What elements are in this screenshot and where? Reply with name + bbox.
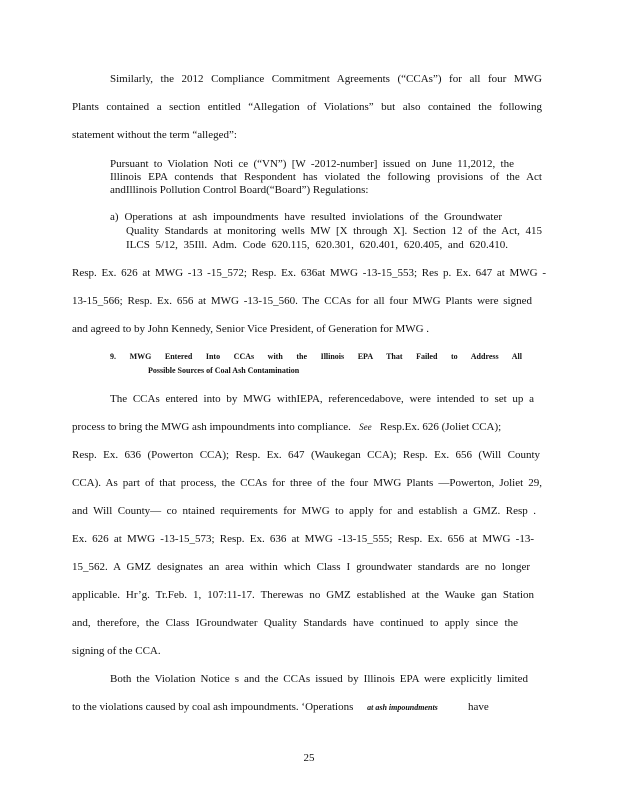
quote-line: Pursuant to Violation Noti ce (“VN”) [W -2012-number] issued on June 11,2012, the <box>110 158 514 170</box>
text-line: Similarly, the 2012 Compliance Commitment Agreements (“CCAs”) for all four MWG <box>110 73 542 85</box>
text-line: applicable. Hr’g. Tr.Feb. 1, 107:11-17. Therewas no GMZ established at the Wauke gan Station <box>72 589 534 601</box>
text-line: and, therefore, the Class IGroundwater Quality Standards have continued to apply since the <box>72 617 518 629</box>
text-line: and Will County— co ntained requirements for MWG to apply for and establish a GMZ. Resp . <box>72 505 536 517</box>
text-line: Resp. Ex. 636 (Powerton CCA); Resp. Ex. 647 (Waukegan CCA); Resp. Ex. 656 (Will County <box>72 449 540 461</box>
text-line: The CCAs entered into by MWG withIEPA, referencedabove, were intended to set up a <box>110 393 534 405</box>
text-span: Resp.Ex. 626 (Joliet CCA); <box>379 421 502 433</box>
see-signal: See <box>359 422 372 432</box>
text-line: Resp. Ex. 626 at MWG -13 -15_572; Resp. Ex. 636at MWG -13-15_553; Res p. Ex. 647 at MWG - <box>72 267 546 279</box>
text-line: and agreed to by John Kennedy, Senior Vice President, of Generation for MWG . <box>72 323 430 335</box>
text-line: Both the Violation Notice s and the CCAs issued by Illinois EPA were explicitly limited <box>110 673 528 685</box>
quote-line: andIllinois Pollution Control Board(“Board”) Regulations: <box>110 184 369 196</box>
section-heading: 9. MWG Entered Into CCAs with the Illinois EPA That Failed to Address All <box>110 352 522 361</box>
quote-line: Quality Standards at monitoring wells MW [X through X]. Section 12 of the Act, 415 <box>126 225 542 237</box>
text-line: statement without the term “alleged”: <box>72 129 237 141</box>
text-line <box>72 700 489 715</box>
text-line: signing of the CCA. <box>72 645 161 657</box>
text-line: 13-15_566; Resp. Ex. 656 at MWG -13-15_560. The CCAs for all four MWG Plants were signed <box>72 295 532 307</box>
text-span: process to bring the MWG ash impoundments into compliance. <box>72 421 351 433</box>
text-line: CCA). As part of that process, the CCAs for three of the four MWG Plants —Powerton, Joliet 29, <box>72 477 542 489</box>
quote-line: ILCS 5/12, 35Ill. Adm. Code 620.115, 620.301, 620.401, 620.405, and 620.410. <box>126 239 508 251</box>
emphasized-phrase: at ash impoundments <box>367 703 438 712</box>
page-number: 25 <box>303 752 315 764</box>
text-span: to the violations caused by coal ash impoundments. ‘Operations <box>72 701 354 713</box>
text-span: have <box>468 701 489 713</box>
text-line <box>72 420 501 434</box>
quote-line: Illinois EPA contends that Respondent has violated the following provisions of the Act <box>110 171 542 183</box>
text-line: 15_562. A GMZ designates an area within which Class I groundwater standards are no longer <box>72 561 530 573</box>
section-heading-cont: Possible Sources of Coal Ash Contamination <box>148 366 300 375</box>
text-line: Plants contained a section entitled “Allegation of Violations” but also contained the following <box>72 101 542 113</box>
quote-line: a) Operations at ash impoundments have resulted inviolations of the Groundwater <box>110 211 502 223</box>
text-line: Ex. 626 at MWG -13-15_573; Resp. Ex. 636 at MWG -13-15_555; Resp. Ex. 656 at MWG -13- <box>72 533 534 545</box>
